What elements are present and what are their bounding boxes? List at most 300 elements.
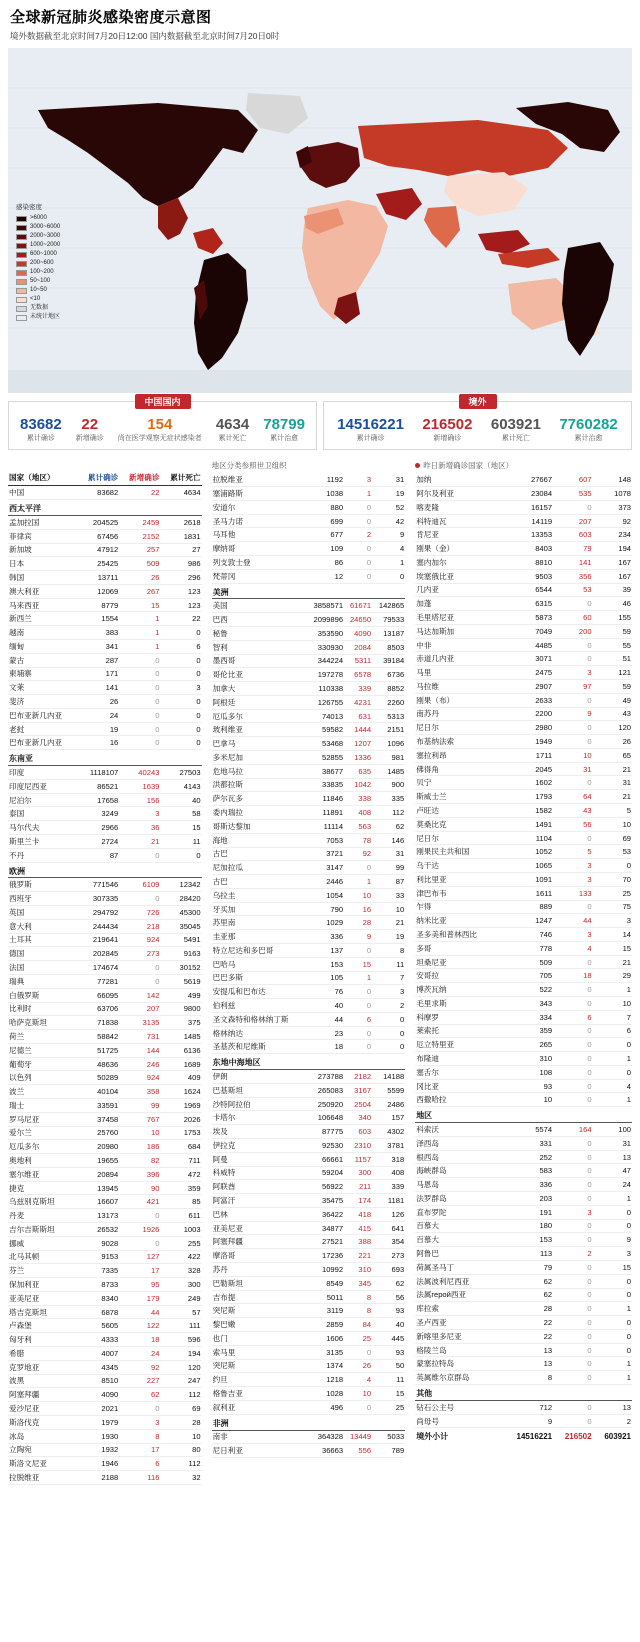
cell-total: 9153 [78, 1250, 119, 1264]
cell-new: 6 [344, 1012, 372, 1026]
cell-new: 0 [553, 652, 592, 666]
table-row [8, 807, 202, 821]
cell-new: 0 [119, 892, 160, 906]
table-row [212, 709, 406, 723]
cell-new: 24 [119, 1347, 160, 1361]
table-row [212, 930, 406, 944]
cell-new: 0 [553, 996, 592, 1010]
cell-total: 330930 [306, 640, 344, 654]
stat-label: 累计死亡 [218, 435, 247, 443]
cell-deaths: 2 [593, 1414, 632, 1428]
region-label: 地区 [415, 1107, 632, 1123]
cell-deaths: 157 [372, 1111, 405, 1125]
cell-new: 0 [553, 1400, 592, 1414]
cell-deaths: 3 [593, 1247, 632, 1261]
cell-name: 蒙古 [8, 653, 78, 667]
cell-new: 2459 [119, 515, 160, 529]
cell-total: 44 [306, 1012, 344, 1026]
table-row [415, 555, 632, 569]
cell-new: 0 [553, 735, 592, 749]
cell-total: 13 [501, 1357, 553, 1371]
cell-name: 安哥拉 [415, 969, 501, 983]
table-row [415, 583, 632, 597]
cell-name: 哥斯达黎加 [212, 819, 306, 833]
cell-total: 137 [306, 943, 344, 957]
table-row [212, 1359, 406, 1373]
cell-name: 伊拉克 [212, 1139, 306, 1153]
cell-deaths: 335 [372, 792, 405, 806]
table-row [415, 597, 632, 611]
legend-label: 600~1000 [30, 251, 57, 257]
cell-name: 巴林 [212, 1207, 306, 1221]
cell-deaths: 14 [593, 928, 632, 942]
cell-total: 20894 [78, 1167, 119, 1181]
cell-total: 1930 [78, 1429, 119, 1443]
cell-total: 180 [501, 1219, 553, 1233]
cell-total: 790 [306, 902, 344, 916]
cell-name: 丹麦 [8, 1209, 78, 1223]
cell-deaths: 2 [372, 999, 405, 1013]
cell-name: 匈牙利 [8, 1333, 78, 1347]
cell-deaths: 4634 [160, 486, 201, 500]
cell-total: 699 [306, 514, 344, 528]
cell-deaths: 42 [372, 514, 405, 528]
col-header-new: 新增确诊 [119, 473, 160, 485]
cell-deaths: 8852 [372, 682, 405, 696]
cell-deaths: 14188 [372, 1070, 405, 1084]
legend-swatch [16, 225, 27, 231]
table-row [212, 723, 406, 737]
cell-deaths: 10 [593, 996, 632, 1010]
cell-new: 338 [344, 792, 372, 806]
table-row [212, 1111, 406, 1125]
cell-total: 16 [78, 736, 119, 750]
cell-total: 74013 [306, 709, 344, 723]
cell-name: 蒙塞拉特岛 [415, 1357, 501, 1371]
column-note-2: 地区分类参照世卫组织 [211, 460, 287, 470]
cell-deaths: 0 [160, 736, 201, 750]
cell-total: 59204 [306, 1166, 344, 1180]
cell-deaths: 47 [593, 1164, 632, 1178]
cell-deaths: 11 [372, 1373, 405, 1387]
cell-new: 0 [119, 848, 160, 862]
cell-name: 百慕大 [415, 1219, 501, 1233]
cell-deaths: 28420 [160, 892, 201, 906]
cell-new: 0 [344, 999, 372, 1013]
cell-new: 0 [344, 569, 372, 583]
cell-deaths: 1689 [160, 1057, 201, 1071]
cell-total: 341 [78, 639, 119, 653]
table-row [212, 806, 406, 820]
cell-total: 48636 [78, 1057, 119, 1071]
stat-cell [336, 416, 405, 443]
cell-deaths: 51 [593, 652, 632, 666]
table-row [415, 1038, 632, 1052]
cell-new: 62 [119, 1388, 160, 1402]
table-row [212, 1097, 406, 1111]
table-row [212, 819, 406, 833]
cell-name: 圣多美和普林西比 [415, 928, 501, 942]
cell-deaths: 693 [372, 1263, 405, 1277]
cell-deaths: 255 [160, 1236, 201, 1250]
cell-name: 法罗群岛 [415, 1192, 501, 1206]
cell-total: 66661 [306, 1152, 344, 1166]
cell-deaths: 9 [372, 528, 405, 542]
stat-label: 累计治愈 [270, 435, 299, 443]
legend-swatch [16, 270, 27, 276]
stat-cell [117, 416, 203, 443]
cell-deaths: 1 [593, 983, 632, 997]
table-row [8, 1209, 202, 1223]
cell-total: 50289 [78, 1071, 119, 1085]
stat-value: 603921 [490, 416, 541, 433]
table-row [212, 695, 406, 709]
table-row [8, 878, 202, 892]
cell-total: 87775 [306, 1125, 344, 1139]
cell-name: 海地 [212, 833, 306, 847]
cell-new: 5 [553, 845, 592, 859]
cell-total: 77281 [78, 974, 119, 988]
cell-deaths: 611 [160, 1209, 201, 1223]
cell-total: 191 [501, 1205, 553, 1219]
cell-name: 库拉索 [415, 1302, 501, 1316]
stat-value: 154 [147, 416, 173, 433]
table-row [212, 1152, 406, 1166]
cell-total: 27667 [501, 473, 553, 486]
cell-name: 赤道几内亚 [415, 652, 501, 666]
cell-deaths: 2151 [372, 723, 405, 737]
legend-item [16, 295, 60, 304]
cell-total: 87 [78, 848, 119, 862]
cell-new: 0 [119, 653, 160, 667]
cell-deaths: 93 [372, 1304, 405, 1318]
cell-name: 玻利维亚 [212, 723, 306, 737]
cell-total: 37458 [78, 1112, 119, 1126]
table-row [415, 611, 632, 625]
table-row [8, 1402, 202, 1416]
cell-new: 0 [119, 681, 160, 695]
cell-total: 36663 [306, 1444, 344, 1458]
cell-deaths: 0 [593, 1274, 632, 1288]
table-row [8, 1250, 202, 1264]
table-row [212, 473, 406, 486]
cell-new: 207 [553, 514, 592, 528]
table-row [8, 486, 202, 500]
table-row [415, 859, 632, 873]
cell-total: 265083 [306, 1083, 344, 1097]
cell-name: 老挝 [8, 722, 78, 736]
table-row [212, 1221, 406, 1235]
cell-new: 0 [119, 667, 160, 681]
table-row [415, 1093, 632, 1107]
cell-total: 24 [78, 708, 119, 722]
table-row [8, 1305, 202, 1319]
cell-new: 0 [553, 1219, 592, 1233]
cell-deaths: 0 [593, 1288, 632, 1302]
cell-new: 24650 [344, 613, 372, 627]
cell-total: 109 [306, 542, 344, 556]
cell-name: 斯里兰卡 [8, 835, 78, 849]
cell-new: 388 [344, 1235, 372, 1249]
cell-deaths: 0 [593, 1065, 632, 1079]
cell-name: 肯尼亚 [415, 528, 501, 542]
cell-new: 0 [344, 1026, 372, 1040]
cell-deaths: 0 [372, 1026, 405, 1040]
table-row [415, 1233, 632, 1247]
cell-total: 62 [501, 1274, 553, 1288]
cell-deaths: 25 [372, 1400, 405, 1414]
cell-total: 59582 [306, 723, 344, 737]
cell-total: 8403 [501, 542, 553, 556]
cell-new: 142 [119, 988, 160, 1002]
cell-name: 爱尔兰 [8, 1126, 78, 1140]
table-row [212, 943, 406, 957]
cell-total: 71838 [78, 1016, 119, 1030]
cell-new: 0 [344, 1400, 372, 1414]
cell-new: 1 [119, 612, 160, 626]
cell-new: 0 [344, 542, 372, 556]
cell-new: 0 [553, 955, 592, 969]
cell-total: 26532 [78, 1223, 119, 1237]
cell-name: 南非 [212, 1430, 306, 1444]
cell-total: 33591 [78, 1098, 119, 1112]
cell-new: 43 [553, 804, 592, 818]
cell-new: 0 [553, 638, 592, 652]
cell-total: 8510 [78, 1374, 119, 1388]
cell-name: 莱索托 [415, 1024, 501, 1038]
table-row [8, 736, 202, 750]
cell-total: 52855 [306, 751, 344, 765]
cell-total: 93 [501, 1079, 553, 1093]
cell-new: 0 [553, 1302, 592, 1316]
table-row [415, 762, 632, 776]
cell-deaths: 986 [160, 557, 201, 571]
cell-name: 乌兹别克斯坦 [8, 1195, 78, 1209]
cell-name: 厄瓜多尔 [212, 709, 306, 723]
table-row [415, 1371, 632, 1385]
stat-value: 22 [81, 416, 99, 433]
cell-total: 334 [501, 1010, 553, 1024]
cell-name: 塞舌尔 [415, 1065, 501, 1079]
cell-total: 58842 [78, 1030, 119, 1044]
table-row [212, 500, 406, 514]
cell-new: 0 [553, 1065, 592, 1079]
cell-deaths: 6 [160, 639, 201, 653]
cell-new: 2152 [119, 529, 160, 543]
cell-deaths: 249 [160, 1291, 201, 1305]
cell-name: 亚美尼亚 [212, 1221, 306, 1235]
col-header-country: 国家（地区） [8, 473, 78, 485]
cell-name: 中非 [415, 638, 501, 652]
cell-total: 8549 [306, 1276, 344, 1290]
cell-total: 2980 [501, 721, 553, 735]
table-row [212, 1263, 406, 1277]
cell-deaths: 57 [160, 1305, 201, 1319]
cell-name: 哥伦比亚 [212, 668, 306, 682]
cell-name: 克罗地亚 [8, 1360, 78, 1374]
cell-total: 113 [501, 1247, 553, 1261]
cell-new: 8 [344, 1304, 372, 1318]
cell-new: 92 [344, 847, 372, 861]
stat-label: 新增确诊 [433, 435, 462, 443]
cell-deaths: 11 [372, 957, 405, 971]
cell-deaths: 359 [160, 1181, 201, 1195]
cell-deaths: 31 [372, 847, 405, 861]
cell-total: 1793 [501, 790, 553, 804]
table-row [8, 1071, 202, 1085]
cell-deaths: 8 [372, 943, 405, 957]
page-subtitle: 境外数据截至北京时间7月20日12:00 国内数据截至北京时间7月20日0时 [10, 31, 280, 41]
cell-total: 17236 [306, 1249, 344, 1263]
cell-total: 38677 [306, 764, 344, 778]
table-row [212, 1012, 406, 1026]
table-row [212, 1040, 406, 1054]
cell-name: 不丹 [8, 848, 78, 862]
cell-new: 603 [553, 528, 592, 542]
cell-name: 贝宁 [415, 776, 501, 790]
cell-name: 塞尔维亚 [8, 1167, 78, 1181]
cell-total: 23 [306, 1026, 344, 1040]
cell-new: 1 [119, 639, 160, 653]
cell-name: 吉布提 [212, 1290, 306, 1304]
table-row [415, 1260, 632, 1274]
cell-total: 2475 [501, 666, 553, 680]
cell-deaths: 112 [160, 1457, 201, 1471]
table-row [415, 500, 632, 514]
cell-deaths: 981 [372, 751, 405, 765]
table-column-2 [212, 460, 406, 1485]
cell-deaths: 5313 [372, 709, 405, 723]
table-row [415, 886, 632, 900]
cell-deaths: 62 [372, 1276, 405, 1290]
cell-deaths: 318 [372, 1152, 405, 1166]
cell-deaths: 21 [593, 762, 632, 776]
table-row [8, 667, 202, 681]
cell-total: 86521 [78, 779, 119, 793]
legend-swatch [16, 297, 27, 303]
cell-total: 13945 [78, 1181, 119, 1195]
table-row [415, 473, 632, 486]
region-header-row [212, 583, 406, 599]
stat-value: 7760282 [559, 416, 618, 433]
cell-deaths: 53 [593, 845, 632, 859]
cell-name: 阿塞拜疆 [8, 1388, 78, 1402]
cell-total: 1491 [501, 817, 553, 831]
table-column-1 [8, 460, 202, 1485]
cell-name: 索马里 [212, 1345, 306, 1359]
cell-deaths: 100 [593, 1123, 632, 1137]
stat-label: 尚在医学观察无症状感染者 [117, 435, 202, 443]
cell-deaths: 9 [593, 1233, 632, 1247]
cell-total: 1038 [306, 487, 344, 501]
cell-new: 116 [119, 1471, 160, 1485]
country-table-3 [415, 473, 632, 1443]
cell-new: 6109 [119, 878, 160, 892]
table-row [8, 1112, 202, 1126]
table-row [415, 1024, 632, 1038]
cell-name: 智利 [212, 640, 306, 654]
cell-total: 16607 [78, 1195, 119, 1209]
cell-deaths: 59 [593, 624, 632, 638]
cell-deaths: 1 [593, 1357, 632, 1371]
cell-new: 0 [344, 514, 372, 528]
table-row [8, 974, 202, 988]
region-label: 欧洲 [8, 862, 202, 878]
cell-deaths: 1485 [372, 764, 405, 778]
cell-new: 174 [344, 1194, 372, 1208]
cell-new: 3 [119, 1415, 160, 1429]
table-row [8, 529, 202, 543]
table-row [415, 955, 632, 969]
legend-label: 100~200 [30, 269, 54, 275]
cell-name: 叙利亚 [212, 1400, 306, 1414]
cell-total: 204525 [78, 515, 119, 529]
cell-name: 莫桑比克 [415, 817, 501, 831]
cell-new: 0 [553, 1150, 592, 1164]
cell-name: 巴哈马 [212, 957, 306, 971]
cell-deaths: 45300 [160, 906, 201, 920]
overseas-tag: 境外 [458, 394, 496, 409]
cell-deaths: 79533 [372, 613, 405, 627]
legend-swatch [16, 252, 27, 258]
cell-new: 0 [553, 1357, 592, 1371]
cell-new: 179 [119, 1291, 160, 1305]
cell-deaths: 112 [160, 1388, 201, 1402]
cell-total: 889 [501, 900, 553, 914]
cell-total: 509 [501, 955, 553, 969]
cell-deaths: 0 [593, 1205, 632, 1219]
cell-deaths: 167 [593, 569, 632, 583]
cell-deaths: 120 [160, 1360, 201, 1374]
cell-new: 0 [553, 1136, 592, 1150]
table-row [8, 695, 202, 709]
cell-new: 40243 [119, 766, 160, 780]
cell-name: 荷兰 [8, 1030, 78, 1044]
cell-name: 罗马尼亚 [8, 1112, 78, 1126]
cell-total: 6878 [78, 1305, 119, 1319]
cell-deaths: 0 [593, 859, 632, 873]
cell-total: 7053 [306, 833, 344, 847]
cell-total: 1091 [501, 872, 553, 886]
cell-new: 44 [553, 914, 592, 928]
cell-deaths: 21 [372, 916, 405, 930]
cell-name: 阿富汗 [212, 1194, 306, 1208]
cell-total: 153 [306, 957, 344, 971]
country-table-2 [212, 473, 406, 1458]
cell-new: 4090 [344, 627, 372, 641]
cell-total: 9503 [501, 569, 553, 583]
cell-name: 立陶宛 [8, 1443, 78, 1457]
cell-new: 0 [553, 1233, 592, 1247]
table-row [212, 1139, 406, 1153]
cell-deaths: 27503 [160, 766, 201, 780]
table-row [415, 514, 632, 528]
cell-name: 百慕大 [415, 1233, 501, 1247]
legend-label: >6000 [30, 215, 47, 221]
cell-new: 144 [119, 1043, 160, 1057]
cell-new: 207 [119, 1002, 160, 1016]
cell-deaths: 62 [372, 819, 405, 833]
table-row [212, 902, 406, 916]
cell-deaths: 4302 [372, 1125, 405, 1139]
table-row [415, 914, 632, 928]
cell-deaths: 1969 [160, 1098, 201, 1112]
cell-deaths: 70 [593, 872, 632, 886]
cell-new: 2 [553, 1247, 592, 1261]
legend-item [16, 214, 60, 223]
legend-item [16, 241, 60, 250]
stat-value: 216502 [422, 416, 473, 433]
